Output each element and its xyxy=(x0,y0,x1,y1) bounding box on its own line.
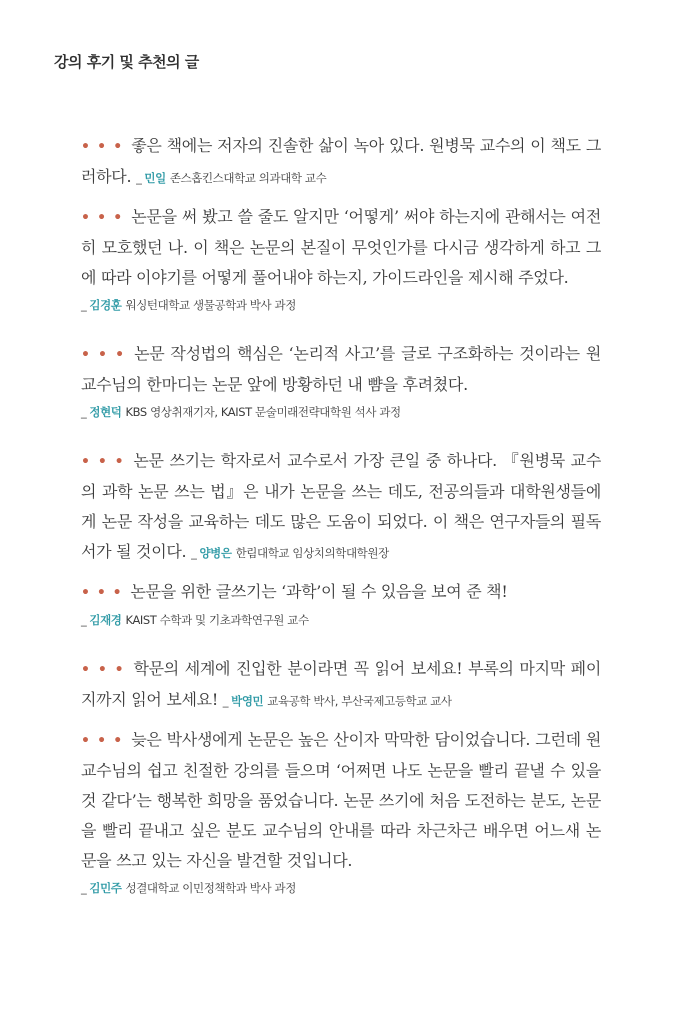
testimonial-text: 학문의 세계에 진입한 분이라면 꼭 읽어 보세요! 부록의 마지막 페이지까지 읽어 보세요! xyxy=(81,659,601,709)
testimonial xyxy=(81,202,601,317)
testimonial-attribution xyxy=(81,400,601,424)
testimonial-attribution xyxy=(223,694,452,708)
testimonial-text: 논문을 위한 글쓰기는 ‘과학’이 될 수 있음을 보여 준 책! xyxy=(130,582,508,601)
author-name: 민일 xyxy=(144,171,166,185)
testimonial-text-block xyxy=(81,131,601,193)
testimonial-text-block xyxy=(81,725,601,876)
author-name: 김경훈 xyxy=(89,298,122,312)
testimonial-text-block xyxy=(81,202,601,293)
attribution-dash: _ xyxy=(136,171,142,185)
author-name: 김재경 xyxy=(89,613,122,627)
attribution-dash: _ xyxy=(81,881,87,895)
attribution-dash: _ xyxy=(81,613,87,627)
bullet-dots-icon: • • • xyxy=(81,139,124,155)
bullet-dots-icon: • • • xyxy=(81,347,126,363)
attribution-dash: _ xyxy=(81,298,87,312)
bullet-dots-icon: • • • xyxy=(81,454,125,470)
bullet-dots-icon: • • • xyxy=(81,733,124,749)
testimonial-attribution xyxy=(81,876,601,900)
testimonial xyxy=(81,725,601,900)
testimonial-text: 논문을 써 봤고 쓸 줄도 알지만 ‘어떻게’ 써야 하는지에 관해서는 여전히 모호했던 나. 이 책은 논문의 본질이 무엇인가를 다시금 생각하게 하고 그에 따라 이야기를 어떻게 풀어내야 하는지, 가이드라인을 제시해 주었다. xyxy=(81,207,601,287)
testimonial xyxy=(81,577,601,632)
bullet-dots-icon: • • • xyxy=(81,585,123,601)
author-affiliation: 존스홉킨스대학교 의과대학 교수 xyxy=(169,171,327,185)
testimonial xyxy=(81,339,601,424)
author-affiliation: KBS 영상취재기자, KAIST 문술미래전략대학원 석사 과정 xyxy=(125,405,401,419)
attribution-dash: _ xyxy=(191,546,197,560)
testimonial-text-block xyxy=(81,339,601,400)
author-affiliation: 교육공학 박사, 부산국제고등학교 교사 xyxy=(267,694,452,708)
testimonial-attribution xyxy=(81,608,601,632)
bullet-dots-icon: • • • xyxy=(81,210,124,226)
testimonial xyxy=(81,654,601,716)
author-affiliation: KAIST 수학과 및 기초과학연구원 교수 xyxy=(125,613,309,627)
testimonial-text: 논문 작성법의 핵심은 ‘논리적 사고’를 글로 구조화하는 것이라는 원 교수님의 한마디는 논문 앞에 방황하던 내 뺨을 후려쳤다. xyxy=(81,344,602,394)
testimonial-text-block xyxy=(81,446,601,568)
testimonial-text: 늦은 박사생에게 논문은 높은 산이자 막막한 담이었습니다. 그런데 원 교수님의 쉽고 친절한 강의를 들으며 ‘어쩌면 나도 논문을 빨리 끝낼 수 있을 것 같다’는 행복한 희망을 품었습니다. 논문 쓰기에 처음 도전하는 분도, 논문을 빨리 끝내고 싶은 분도 교수님의 안내를 따라 차근차근 배우면 어느새 논문을 쓰고 있는 자신을 발견할 것입니다. xyxy=(81,730,601,870)
testimonial xyxy=(81,131,601,193)
testimonial-attribution xyxy=(136,171,326,185)
bullet-dots-icon: • • • xyxy=(81,662,125,678)
testimonial-attribution xyxy=(81,293,601,317)
testimonial-text-block xyxy=(81,577,601,608)
author-name: 김민주 xyxy=(89,881,122,895)
author-affiliation: 성결대학교 이민정책학과 박사 과정 xyxy=(125,881,296,895)
author-name: 정현덕 xyxy=(89,405,122,419)
author-name: 박영민 xyxy=(231,694,264,708)
author-name: 양병은 xyxy=(199,546,232,560)
testimonial-text: 좋은 책에는 저자의 진솔한 삶이 녹아 있다. 원병묵 교수의 이 책도 그러하다. xyxy=(81,136,602,186)
testimonial-list xyxy=(81,131,601,900)
testimonial-text-block xyxy=(81,654,601,716)
page-title: 강의 후기 및 추천의 글 xyxy=(54,53,199,71)
testimonial-text: 논문 쓰기는 학자로서 교수로서 가장 큰일 중 하나다. 『원병묵 교수의 과학 논문 쓰는 법』은 내가 논문을 쓰는 데도, 전공의들과 대학원생들에게 논문 작성을 교육하는 데도 많은 도움이 되었다. 이 책은 연구자들의 필독서가 될 것이다. xyxy=(81,451,601,561)
author-affiliation: 한림대학교 임상치의학대학원장 xyxy=(235,546,389,560)
testimonial-attribution xyxy=(191,546,389,560)
author-affiliation: 워싱턴대학교 생물공학과 박사 과정 xyxy=(125,298,296,312)
testimonial xyxy=(81,446,601,568)
attribution-dash: _ xyxy=(222,694,229,708)
attribution-dash: _ xyxy=(81,405,87,419)
